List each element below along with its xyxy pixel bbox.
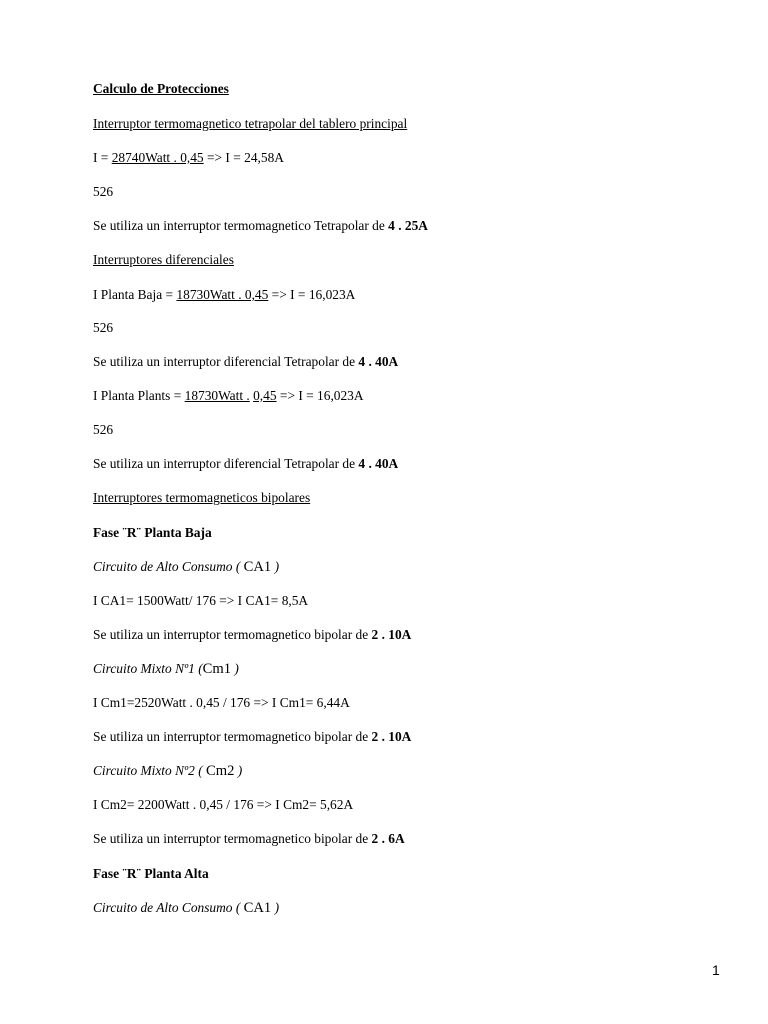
circuit-code: CA1 bbox=[243, 900, 272, 916]
circuit-code: Cm1 bbox=[202, 661, 232, 677]
document-title: Calculo de Protecciones bbox=[93, 81, 229, 96]
formula-planta-baja bbox=[93, 287, 355, 303]
result-value: 4 . 25A bbox=[388, 218, 428, 233]
section-heading-tetrapolar: Interruptor termomagnetico tetrapolar del tablero principal bbox=[93, 116, 408, 131]
result-text: Se utiliza un interruptor termomagnetico Tetrapolar de bbox=[93, 218, 389, 233]
result-line bbox=[93, 627, 411, 643]
result-text: Se utiliza un interruptor termomagnetico bipolar de bbox=[93, 627, 372, 642]
formula-prefix: I = bbox=[93, 150, 112, 165]
formula-denominator: 526 bbox=[93, 422, 114, 437]
formula-main bbox=[93, 150, 284, 166]
circuit-label-text: Circuito de Alto Consumo ( bbox=[93, 900, 244, 915]
formula-numerator-b: 0,45 bbox=[253, 388, 277, 403]
result-line bbox=[93, 218, 428, 234]
circuit-label-close: ) bbox=[271, 900, 280, 915]
formula-cm2: I Cm2= 2200Watt . 0,45 / 176 => I Cm2= 5,62A bbox=[93, 797, 354, 812]
result-text: Se utiliza un interruptor termomagnetico bipolar de bbox=[93, 831, 372, 846]
circuit-label-close: ) bbox=[234, 763, 243, 778]
formula-result: => I = 24,58A bbox=[203, 150, 284, 165]
result-line bbox=[93, 831, 405, 847]
section-heading-bipolares: Interruptores termomagneticos bipolares bbox=[93, 490, 311, 505]
result-text: Se utiliza un interruptor diferencial Tetrapolar de bbox=[93, 354, 359, 369]
formula-cm1: I Cm1=2520Watt . 0,45 / 176 => I Cm1= 6,44A bbox=[93, 695, 350, 710]
formula-prefix: I Planta Plants = bbox=[93, 388, 185, 403]
section-heading-diferenciales: Interruptores diferenciales bbox=[93, 252, 234, 267]
formula-prefix: I Planta Baja = bbox=[93, 287, 177, 302]
circuit-label-close: ) bbox=[231, 661, 239, 676]
formula-ca1: I CA1= 1500Watt/ 176 => I CA1= 8,5A bbox=[93, 593, 309, 608]
circuit-label-text: Circuito Mixto Nº1 ( bbox=[93, 661, 203, 676]
page-number: 1 bbox=[712, 962, 720, 978]
result-value: 2 . 10A bbox=[371, 627, 412, 642]
formula-planta-plants bbox=[93, 388, 364, 404]
result-line bbox=[93, 456, 398, 472]
result-value: 2 . 10A bbox=[371, 729, 412, 744]
formula-denominator: 526 bbox=[93, 320, 114, 335]
circuit-label-cm2 bbox=[93, 763, 242, 779]
result-text: Se utiliza un interruptor termomagnetico bipolar de bbox=[93, 729, 372, 744]
formula-result: => I = 16,023A bbox=[276, 388, 364, 403]
result-value: 4 . 40A bbox=[358, 456, 399, 471]
circuit-code: Cm2 bbox=[206, 763, 235, 779]
formula-numerator: 28740Watt . 0,45 bbox=[111, 150, 204, 165]
formula-numerator: 18730Watt . 0,45 bbox=[176, 287, 269, 302]
formula-denominator: 526 bbox=[93, 184, 114, 199]
formula-numerator-a: 18730Watt . bbox=[184, 388, 250, 403]
circuit-label-cm1 bbox=[93, 661, 239, 677]
fase-heading-planta-baja: Fase ¨R¨ Planta Baja bbox=[93, 525, 212, 540]
fase-heading-planta-alta: Fase ¨R¨ Planta Alta bbox=[93, 866, 209, 881]
circuit-label-text: Circuito Mixto Nº2 ( bbox=[93, 763, 207, 778]
result-text: Se utiliza un interruptor diferencial Tetrapolar de bbox=[93, 456, 359, 471]
circuit-code: CA1 bbox=[243, 559, 272, 575]
circuit-label-ca1-alta bbox=[93, 900, 279, 916]
result-line bbox=[93, 354, 398, 370]
result-value: 4 . 40A bbox=[358, 354, 399, 369]
circuit-label-ca1 bbox=[93, 559, 279, 575]
result-line bbox=[93, 729, 411, 745]
formula-result: => I = 16,023A bbox=[268, 287, 356, 302]
circuit-label-text: Circuito de Alto Consumo ( bbox=[93, 559, 244, 574]
circuit-label-close: ) bbox=[271, 559, 280, 574]
result-value: 2 . 6A bbox=[371, 831, 405, 846]
